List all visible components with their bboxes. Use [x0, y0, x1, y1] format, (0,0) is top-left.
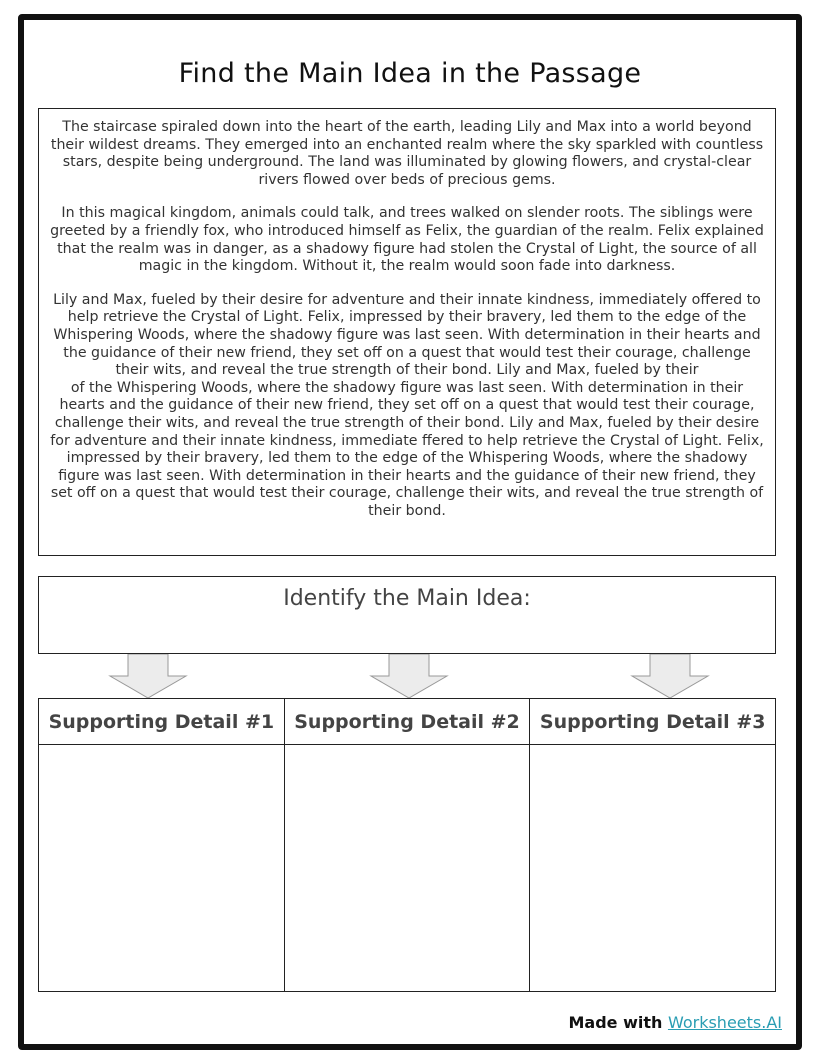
down-arrow-icon	[108, 654, 188, 699]
supporting-detail-answer-3[interactable]	[530, 745, 775, 991]
supporting-detail-column-1	[39, 699, 285, 991]
footer-credit	[568, 1013, 782, 1032]
down-arrow-icon	[369, 654, 449, 699]
supporting-detail-column-3	[530, 699, 775, 991]
worksheet-frame	[18, 14, 802, 1050]
supporting-detail-answer-2[interactable]	[285, 745, 530, 991]
made-with-text: Made with	[568, 1013, 663, 1032]
main-idea-box[interactable]	[38, 576, 776, 654]
passage-paragraph-1: The staircase spiraled down into the heart of the earth, leading Lily and Max into a world beyond their wildest dreams. They emerged into an enchanted realm where the sky sparkled with countless stars, despite being underground. The land was illuminated by glowing flowers, and crystal-clear rivers flowed over beds of precious gems.	[50, 119, 764, 188]
supporting-detail-header-3: Supporting Detail #3	[530, 699, 775, 745]
passage-box	[38, 108, 776, 556]
passage-paragraph-3: Lily and Max, fueled by their desire for adventure and their innate kindness, immediately offered to help retrieve the Crystal of Light. Felix, impressed by their bravery, led them to the edge of the Whispering Woods, where the shadowy figure was last seen. With determination in their hearts and the guidance of their new friend, they set off on a quest that would test their courage, challenge their wits, and reveal the true strength of their bond. Lily and Max, fueled by their of the Whispering Woods, where the shadowy figure was last seen. With determination in their hearts and the guidance of their new friend, they set off on a quest that would test their courage, challenge their wits, and reveal the true strength of their bond. Lily and Max, fueled by their desire for adventure and their innate kindness, immediate ffered to help retrieve the Crystal of Light. Felix, impressed by their bravery, led them to the edge of the Whispering Woods, where the shadowy figure was last seen. With determination in their hearts and the guidance of their new friend, they set off on a quest that would test their courage, challenge their wits, and reveal the true strength of their bond.	[50, 291, 764, 519]
supporting-details-table	[38, 698, 776, 992]
supporting-detail-column-2	[285, 699, 531, 991]
supporting-detail-header-1: Supporting Detail #1	[39, 699, 284, 745]
down-arrow-icon	[630, 654, 710, 699]
supporting-detail-answer-1[interactable]	[39, 745, 284, 991]
supporting-detail-header-2: Supporting Detail #2	[285, 699, 530, 745]
worksheet-title: Find the Main Idea in the Passage	[178, 58, 642, 89]
passage-paragraph-2: In this magical kingdom, animals could talk, and trees walked on slender roots. The siblings were greeted by a friendly fox, who introduced himself as Felix, the guardian of the realm. Felix explained that the realm was in danger, as a shadowy figure had stolen the Crystal of Light, the source of all magic in the kingdom. Without it, the realm would soon fade into darkness.	[50, 205, 764, 275]
main-idea-label: Identify the Main Idea:	[283, 586, 531, 611]
worksheets-ai-link[interactable]: Worksheets.AI	[667, 1013, 782, 1032]
